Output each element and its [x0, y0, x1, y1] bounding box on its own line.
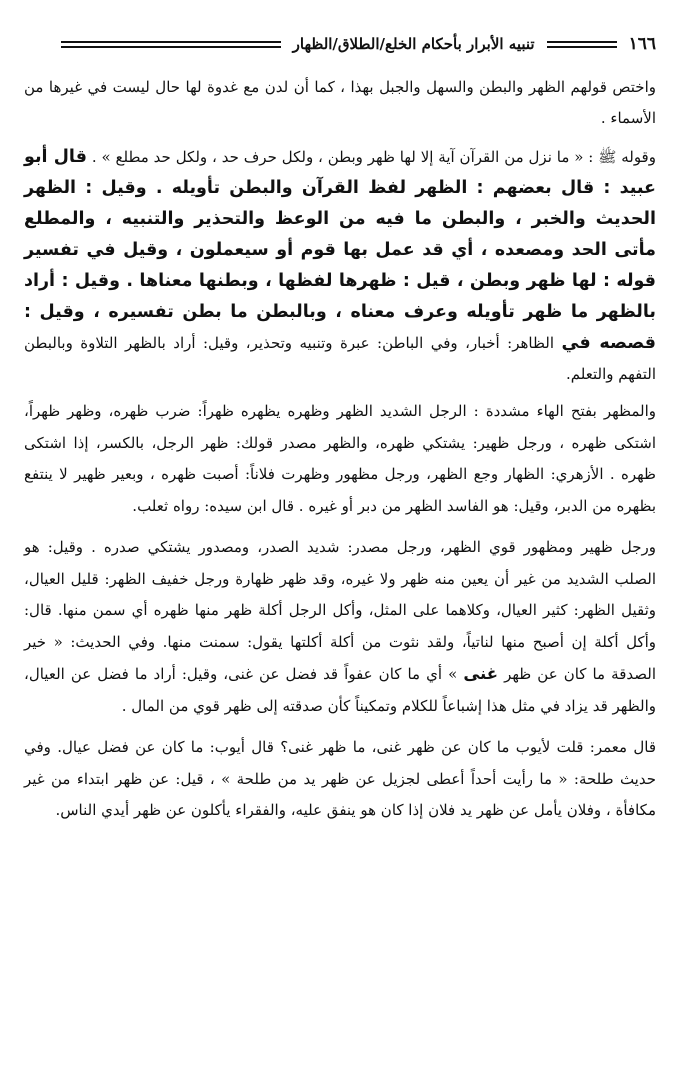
paragraph-2 — [24, 142, 656, 390]
paragraph-3: والمظهر بفتح الهاء مشددة : الرجل الشديد الظهر وظهره يظهره ظهراً: ضرب ظهره، وظهر ظهراً، اشتكى ظهره ، ورجل ظهير: يشتكي ظهره، والظهر مصدر قولك: ظهر الرجل، بالكسر، إذا اشتكى ظهره . الأزهري: الظهار وجع الظهر، ورجل مظهور وظهرت فلاناً: أصبت ظهره ، وبعير ظهير لا ينتفع بظهره من الدبر، وقيل: هو الفاسد الظهر من دبر أو غيره . قال ابن سيده: رواه ثعلب. — [24, 402, 656, 515]
abu-ubayd-commentary: قال أبو عبيد : قال بعضهم : الظهر لفظ القرآن والبطن تأويله . وقيل : الظهر الحديث والخبر ، والبطن ما فيه من الوعظ والتحذير والتنبيه ، والمطلع مأتى الحد ومصعده ، أي قد عمل بها قوم أو سيعملون ، وقيل في تفسير قوله : لها ظهر وبطن ، قيل : ظهرها لفظها ، وبطنها معناها . وقيل : أراد بالظهر ما ظهر تأويله وعرف معناه ، وبالبطن ما بطن تفسيره ، وقيل : قصصه في — [24, 147, 656, 353]
section-zahir — [24, 532, 656, 722]
paragraph-4-part-a: ورجل ظهير ومظهور قوي الظهر، ورجل مصدر: شديد الصدر، ومصدور يشتكي صدره . وقيل: هو الصلب الشديد من غير أن يعين منه ظهر ولا غيره، وقد ظهر ظهارة ورجل خفيف الظهر: قليل العيال، وثقيل الظهر: كثير العيال، وكلاهما على المثل، وأكل الرجل أكلة ظهر منها ظهره أي سمن منها. قال: وأكل أكلة إن أصبح منها لناتياً، ولقد نثوت من أكلة أكلتها يقول: سمنت منها. وفي الحديث: « خير الصدقة ما كان عن ظهر — [24, 538, 656, 683]
book-page — [24, 30, 656, 1080]
emphasized-word: غنى — [463, 664, 499, 683]
hadith-quote: وقوله ﷺ : « ما نزل من القرآن آية إلا لها ظهر وبطن ، ولكل حرف حد ، ولكل حد مطلع » . — [91, 148, 656, 166]
commentary-continuation: الظاهر: أخبار، وفي الباطن: عبرة وتنبيه وتحذير، وقيل: أراد بالظهر التلاوة وبالبطن التفهم والتعلم. — [24, 334, 656, 383]
section-mamar — [24, 732, 656, 827]
paragraph-4 — [24, 532, 656, 722]
page-body — [24, 72, 656, 827]
section-mazhar — [24, 396, 656, 522]
header-rule-long — [61, 41, 281, 48]
paragraph-4-part-b: » أي ما كان عفواً قد فضل عن غنى، وقيل: أراد ما فضل عن العيال، والظهر قد يزاد في مثل هذا إشباعاً للكلام وتمكيناً كأن صدقته إلى ظهر قوي من المال . — [24, 665, 656, 715]
running-header — [24, 30, 656, 58]
header-rule-short — [547, 41, 617, 48]
paragraph-5: قال معمر: قلت لأيوب ما كان عن ظهر غنى، ما ظهر غنى؟ قال أيوب: ما كان عن فضل عيال. وفي حديث طلحة: « ما رأيت أحداً أعطى لجزيل عن ظهر يد من طلحة » ، قيل: عن ظهر ابتداء من غير مكافأة ، وفلان يأمل عن ظهر يد فلان إذا كان هو ينفق عليه، والفقراء يأكلون عن ظهر أيدي الناس. — [24, 738, 656, 819]
header-title: تنبيه الأبرار بأحكام الخلع/الطلاق/الظهار — [292, 35, 535, 53]
paragraph-1: واختص قولهم الظهر والبطن والسهل والجبل بهذا ، كما أن لدن مع غدوة لها حال ليست في غيرها من الأسماء . — [24, 78, 656, 127]
page-number: ١٦٦ — [628, 34, 656, 54]
